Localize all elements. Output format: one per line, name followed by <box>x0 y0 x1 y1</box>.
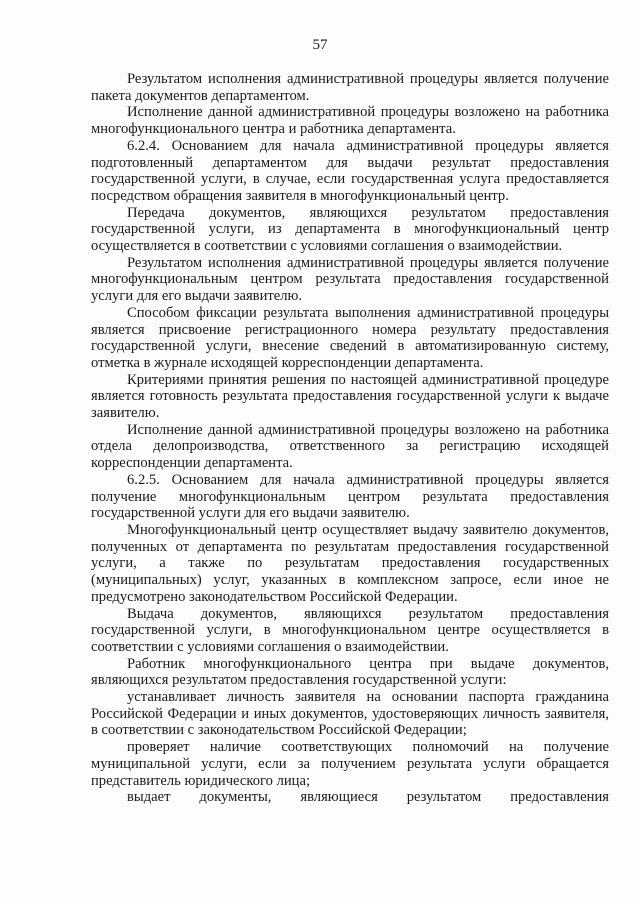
body-text <box>91 71 609 806</box>
paragraph: Результатом исполнения административной процедуры является получение пакета документов департаментом. <box>91 71 609 104</box>
list-item: выдает документы, являющиеся результатом предоставления <box>127 789 609 806</box>
paragraph-section-6-2-4: 6.2.4. Основанием для начала административной процедуры является подготовленный департаментом для выдачи результат предоставления государственной услуги, в случае, если государственная услуга предоставляется посредством обращения заявителя в многофункциональный центр. <box>91 137 609 204</box>
paragraph: Передача документов, являющихся результатом предоставления государственной услуги, из департамента в многофункциональный центр осуществляется в соответствии с условиями соглашения о взаимодействии. <box>91 204 609 255</box>
paragraph: Работник многофункционального центра при выдаче документов, являющихся результатом предоставления государственной услуги: <box>91 655 609 689</box>
paragraph: Выдача документов, являющихся результатом предоставления государственной услуги, в многофункциональном центре осуществляется в соответствии с условиями соглашения о взаимодействии. <box>91 605 609 655</box>
paragraph: Способом фиксации результата выполнения административной процедуры является присвоение регистрационного номера результату предоставления государственной услуги, внесение сведений в автоматизированную систему, отметка в журнале исходящей корреспонденции департамента. <box>91 304 609 371</box>
paragraph: Критериями принятия решения по настоящей административной процедуре является готовность результата предоставления государственной услуги к выдаче заявителю. <box>91 371 609 422</box>
paragraph: Исполнение данной административной процедуры возложено на работника отдела делопроизводства, ответственного за регистрацию исходящей корреспонденции департамента. <box>91 421 609 472</box>
paragraph: Исполнение данной административной процедуры возложено на работника многофункционального центра и работника департамента. <box>91 104 609 138</box>
paragraph: Результатом исполнения административной процедуры является получение многофункциональным центром результата предоставления государственной услуги для его выдачи заявителю. <box>91 254 609 305</box>
list-item: устанавливает личность заявителя на основании паспорта гражданина Российской Федерации и иных документов, удостоверяющих личность заявителя, в соответствии с законодательством Российской Федерации; <box>91 689 609 739</box>
paragraph-section-6-2-5: 6.2.5. Основанием для начала административной процедуры является получение многофункциональным центром результата предоставления государственной услуги для его выдачи заявителю. <box>91 471 609 522</box>
list-item: проверяет наличие соответствующих полномочий на получение муниципальной услуги, если за получением результата услуги обращается представитель юридического лица; <box>91 739 609 789</box>
page-number: 57 <box>312 37 328 53</box>
paragraph: Многофункциональный центр осуществляет выдачу заявителю документов, полученных от департамента по результатам предоставления государственной услуги, а также по результатам предоставления государственных (муниципальных) услуг, указанных в комплексном запросе, если иное не предусмотрено законодательством Российской Федерации. <box>91 521 609 605</box>
